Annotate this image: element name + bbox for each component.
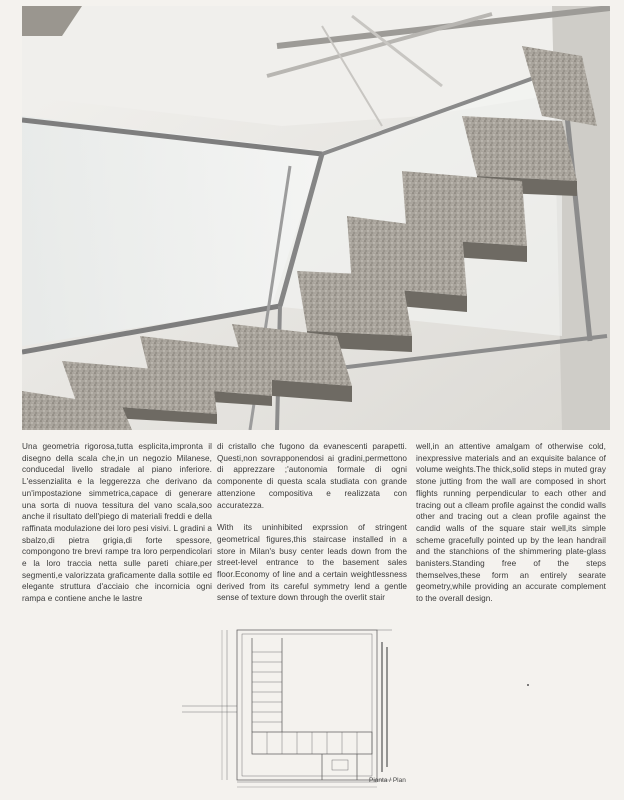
english-text-column [416,441,606,605]
floor-plan-drawing [182,622,414,792]
italian-paragraph-continued: di cristallo che fugono da evanescenti parapetti. Questi,non sovrapponendosi ai gradini,permettono di apprezzare ;'autonomia formale di ogni componente di questa scala studiata con grande attenzione compositiva e realizzata con accuratezza. [217,442,407,510]
middle-text-column [217,441,407,604]
page-mark [527,684,529,686]
staircase-photo [22,6,610,430]
plan-caption: Pianta / Plan [369,777,406,784]
italian-paragraph: Una geometria rigorosa,tutta esplicita,impronta il disegno della scala che,in un negozio Milanese, conducedal livello stradale al piano inferiore. L'essenzialita e la leggerezza che derivano da un'impostazione simmetrica,capace di generare una sorta di nuova tessitura del vano scala,soo anche il risultato dell'piego di materiali freddi e della raffinata modulazione dei loro pesi visivi. L gradini a sbalzo,di pietra grigia,di forte spessore, compongono tre brevi rampe tra loro perpendicolari e la loro traccia netta sulle pareti chiare,per segmenti,e valorizzata graficamente dalla sottile ed elegante struttura d'acciaio che incornicia ogni rampa e contiene anche le lastre [22,442,212,604]
english-paragraph-continued: well,in an attentive amalgam of otherwise cold, inexpressive materials and an exquisite balance of volume weights.The thick,solid steps in muted gray stone jutting from the wall are composed in short flights running perpendicular to each other and tracing out a clleam profile against the condid walls other and tracing out a clean profile against the candid walls of the square stair well,its simple scheme gracefully pointed up by the lean handrail and the stanchions of the shimmering plate-glass banisters.Standing free of the steps themselves,these form an entirely searate geometry,while providing an accurate complement to the overall design. [416,442,606,604]
english-paragraph: With its uninhibited exprssion of stringent geometrical figures,this staircase installed in a store in Milan's busy center leads down from the street-level entrance to the basement sales floor.Economy of line and a certain weightlessness derived from its careful symmetry lend a gentle sense of texture down through the overlit stair [217,523,407,603]
italian-text-column [22,441,212,605]
